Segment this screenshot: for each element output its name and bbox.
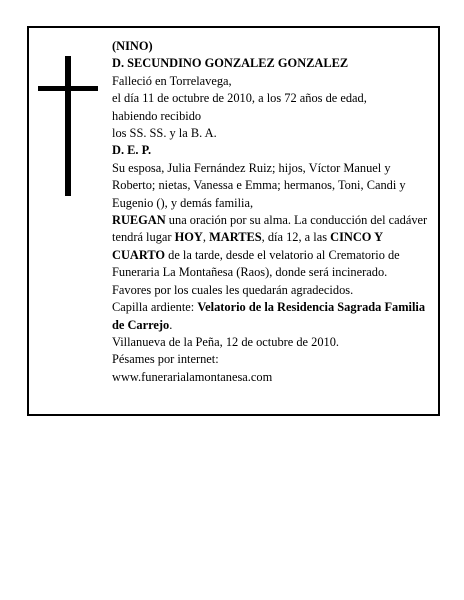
martes-text: MARTES — [209, 230, 262, 245]
hoy-text: HOY — [174, 230, 203, 245]
date-line: Villanueva de la Peña, 12 de octubre de 2010. — [112, 334, 340, 349]
death-place-line: Falleció en Torrelavega, — [112, 73, 232, 88]
family-paragraph: Su esposa, Julia Fernández Ruiz; hijos, Víctor Manuel y Roberto; nietas, Vanessa e Emma; hermanos, Toni, Candi y Eugenio (), y demás familia, — [112, 160, 406, 210]
sacraments-line: los SS. SS. y la B. A. — [112, 126, 217, 141]
prayer-text-part-1: una oración por su alma. La conducción del cadáver tendrá lugar — [112, 213, 428, 245]
death-date-line: el día 11 de octubre de 2010, a los 72 años de edad, — [112, 91, 367, 106]
prayer-paragraph — [112, 212, 428, 299]
comma-separator: , — [202, 230, 210, 245]
rip-text: D. E. P. — [112, 143, 152, 158]
chapel-label: Capilla ardiente: — [112, 300, 198, 315]
cross-horizontal-bar — [38, 86, 98, 91]
ruegan-text: RUEGAN — [112, 213, 166, 228]
obituary-text — [112, 38, 428, 386]
deceased-name: D. SECUNDINO GONZALEZ GONZALEZ — [112, 56, 349, 71]
prayer-text-part-3: de la tarde, desde el velatorio al Crematorio de Funeraria La Montañesa (Raos), donde será incinerado. Favores por los cuales les quedarán agradecidos. — [112, 247, 400, 297]
received-line: habiendo recibido — [112, 108, 202, 123]
condolences-label: Pésames por internet: — [112, 352, 219, 367]
cross-vertical-bar — [65, 56, 71, 196]
time-text: CINCO Y CUARTO — [112, 230, 383, 262]
website-text: www.funerarialamontanesa.com — [112, 369, 273, 384]
chapel-place: Velatorio de la Residencia Sagrada Familia de Carrejo — [112, 300, 426, 332]
cross-icon — [38, 56, 98, 196]
chapel-end: . — [169, 317, 173, 332]
deceased-nickname: (NINO) — [112, 39, 153, 53]
chapel-paragraph — [112, 299, 428, 334]
prayer-text-part-2: , día 12, a las — [261, 230, 331, 245]
